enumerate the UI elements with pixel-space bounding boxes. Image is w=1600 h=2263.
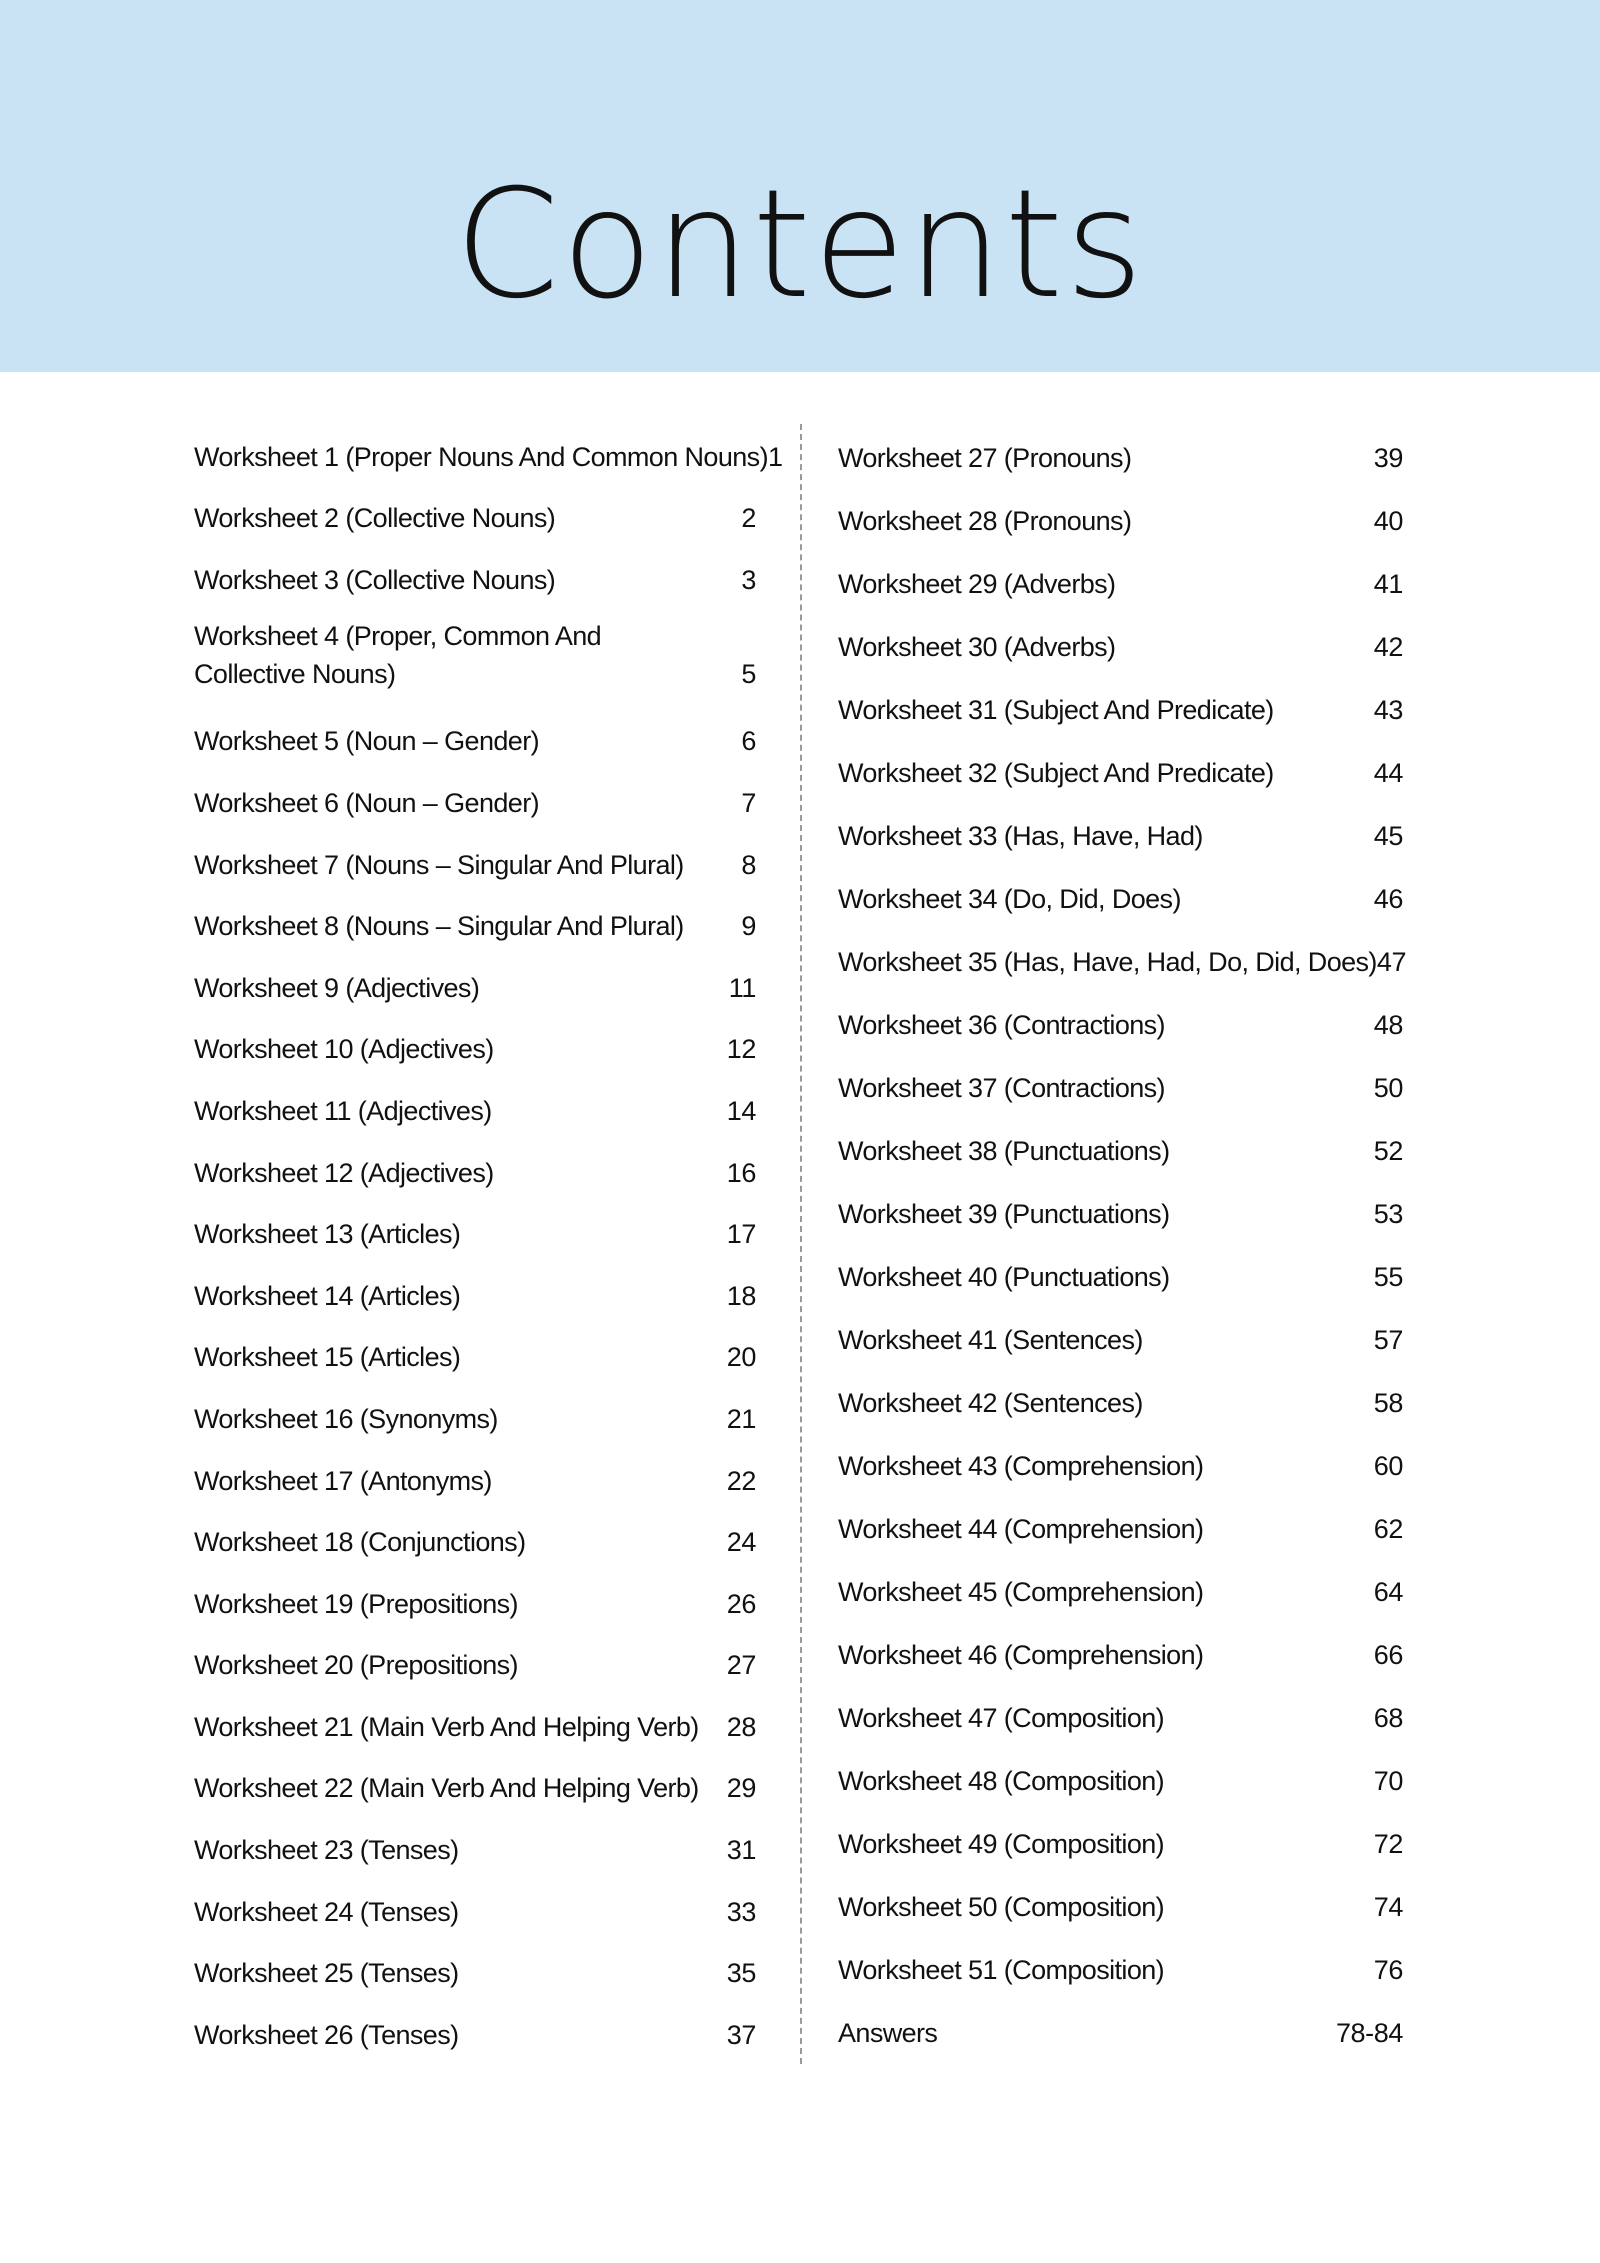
toc-right-column (838, 414, 1407, 2052)
toc-entry-label: Worksheet 12 (Adjectives) (194, 1157, 494, 1188)
toc-entry-label: Worksheet 50 (Composition) (838, 1892, 1165, 1922)
toc-entry[interactable] (838, 1800, 1403, 1863)
toc-entry-label: Worksheet 2 (Collective Nouns) (194, 503, 556, 534)
toc-entry-label: Worksheet 24 (Tenses) (194, 1896, 459, 1927)
toc-entry-page: 39 (1373, 443, 1403, 473)
toc-entry-page: 44 (1373, 758, 1403, 788)
toc-entry[interactable] (194, 414, 783, 476)
toc-entry[interactable] (838, 1044, 1403, 1107)
toc-entry-page: 50 (1373, 1073, 1403, 1103)
toc-entry-page: 27 (726, 1650, 756, 1681)
toc-entry[interactable] (838, 603, 1403, 666)
toc-entry-label: Worksheet 49 (Composition) (838, 1829, 1165, 1859)
toc-entry-page: 14 (726, 1095, 756, 1126)
toc-entry-page: 29 (726, 1773, 756, 1804)
toc-entry[interactable] (194, 1931, 756, 1993)
toc-entry-label: Worksheet 37 (Contractions) (838, 1073, 1165, 1103)
toc-entry-label: Worksheet 22 (Main Verb And Helping Verb) (194, 1773, 699, 1804)
toc-entry-page: 57 (1373, 1325, 1403, 1355)
toc-entry-label: Worksheet 13 (Articles) (194, 1219, 461, 1250)
toc-entry-page: 7 (741, 787, 756, 818)
toc-entry-page: 55 (1373, 1262, 1403, 1292)
toc-entry[interactable] (838, 1422, 1403, 1485)
toc-entry-page: 3 (741, 564, 756, 595)
toc-entry-label: Worksheet 9 (Adjectives) (194, 972, 480, 1003)
toc-entry[interactable] (838, 1863, 1403, 1926)
toc-entry-page: 47 (1376, 947, 1407, 977)
toc-entry[interactable] (194, 1068, 756, 1130)
toc-entry[interactable] (838, 918, 1407, 981)
toc-entry[interactable] (194, 1438, 756, 1500)
toc-entry-label: Worksheet 33 (Has, Have, Had) (838, 821, 1203, 851)
toc-entry-label: Worksheet 7 (Nouns – Singular And Plural) (194, 849, 684, 880)
column-divider (800, 424, 802, 2064)
toc-entry-page: 11 (728, 972, 756, 1003)
toc-entry[interactable] (194, 1500, 756, 1562)
toc-entry[interactable] (838, 1989, 1403, 2052)
toc-entry-label: Worksheet 27 (Pronouns) (838, 443, 1132, 473)
toc-entry-page: 48 (1373, 1010, 1403, 1040)
toc-entry-label: Worksheet 44 (Comprehension) (838, 1514, 1204, 1544)
toc-entry-page: 66 (1373, 1640, 1403, 1670)
toc-entry-label: Worksheet 18 (Conjunctions) (194, 1527, 526, 1558)
toc-entry-page: 42 (1373, 632, 1403, 662)
toc-entry-label: Worksheet 1 (Proper Nouns And Common Nouns) (194, 441, 768, 472)
toc-entry[interactable] (838, 666, 1403, 729)
toc-entry-label: Worksheet 5 (Noun – Gender) (194, 726, 539, 757)
toc-entry[interactable] (194, 537, 756, 599)
toc-entry-page: 37 (726, 2019, 756, 2050)
toc-entry[interactable] (194, 1869, 756, 1931)
toc-entry-label: Worksheet 19 (Prepositions) (194, 1588, 518, 1619)
toc-entry[interactable] (838, 1485, 1403, 1548)
toc-entry[interactable] (194, 1315, 756, 1377)
toc-entry-page: 33 (726, 1896, 756, 1927)
toc-entry-label: Worksheet 31 (Subject And Predicate) (838, 695, 1274, 725)
toc-entry-page: 74 (1373, 1892, 1403, 1922)
toc-entry-label: Worksheet 21 (Main Verb And Helping Verb) (194, 1711, 699, 1742)
toc-entry-page: 53 (1373, 1199, 1403, 1229)
toc-entry-label: Worksheet 32 (Subject And Predicate) (838, 758, 1274, 788)
toc-entry[interactable] (194, 1992, 756, 2054)
toc-entry-page: 68 (1373, 1703, 1403, 1733)
toc-entry-label: Worksheet 25 (Tenses) (194, 1958, 459, 1989)
toc-entry[interactable] (838, 729, 1403, 792)
toc-left-column (194, 414, 783, 2054)
toc-entry-label: Worksheet 42 (Sentences) (838, 1388, 1143, 1418)
toc-entry[interactable] (838, 414, 1403, 477)
toc-entry[interactable] (194, 1746, 756, 1808)
toc-entry-page: 6 (741, 726, 756, 757)
toc-entry-page: 58 (1373, 1388, 1403, 1418)
toc-entry-page: 17 (726, 1219, 756, 1250)
toc-entry-page: 72 (1373, 1829, 1403, 1859)
toc-entry-page: 62 (1373, 1514, 1403, 1544)
toc-entry-label: Worksheet 38 (Punctuations) (838, 1136, 1170, 1166)
toc-entry-page: 2 (741, 503, 756, 534)
toc-entry-page: 41 (1373, 569, 1403, 599)
toc-entry-page: 43 (1373, 695, 1403, 725)
toc-entry-page: 45 (1373, 821, 1403, 851)
toc-entry[interactable] (194, 1623, 756, 1685)
toc-entry[interactable] (838, 1107, 1403, 1170)
toc-entry-page: 64 (1373, 1577, 1403, 1607)
toc-entry[interactable] (838, 1674, 1403, 1737)
toc-entry-label: Worksheet 11 (Adjectives) (194, 1095, 492, 1126)
toc-entry-label: Worksheet 23 (Tenses) (194, 1835, 459, 1866)
toc-entry[interactable] (194, 1561, 756, 1623)
toc-entry[interactable] (838, 1548, 1403, 1611)
toc-entry-label: Worksheet 16 (Synonyms) (194, 1403, 498, 1434)
toc-entry[interactable] (194, 1007, 756, 1069)
toc-entry[interactable] (838, 1170, 1403, 1233)
toc-entry-page: 22 (726, 1465, 756, 1496)
toc-entry-page: 5 (741, 658, 756, 689)
toc-entry[interactable] (194, 1807, 756, 1869)
toc-entry-label: Worksheet 30 (Adverbs) (838, 632, 1116, 662)
toc-entry-label: Answers (838, 2018, 938, 2048)
toc-entry-label: Worksheet 14 (Articles) (194, 1280, 461, 1311)
toc-entry-page: 46 (1373, 884, 1403, 914)
toc-entry[interactable] (838, 981, 1403, 1044)
toc-entry-page: 16 (726, 1157, 756, 1188)
toc-entry-page: 52 (1373, 1136, 1403, 1166)
toc-entry-label: Worksheet 39 (Punctuations) (838, 1199, 1170, 1229)
toc-entry-label: Worksheet 35 (Has, Have, Had, Do, Did, Does) (838, 947, 1377, 977)
toc-entry[interactable] (194, 822, 756, 884)
toc-entry[interactable] (838, 1233, 1403, 1296)
toc-entry-page: 70 (1373, 1766, 1403, 1796)
toc-entry-label: Worksheet 51 (Composition) (838, 1955, 1165, 1985)
toc-entry-label: Worksheet 3 (Collective Nouns) (194, 564, 556, 595)
toc-entry-page: 26 (726, 1588, 756, 1619)
toc-entry-page: 9 (741, 911, 756, 942)
toc-entry-page: 12 (726, 1034, 756, 1065)
toc-entry[interactable] (194, 1684, 756, 1746)
toc-entry-label: Worksheet 28 (Pronouns) (838, 506, 1132, 536)
toc-entry[interactable] (194, 945, 756, 1007)
toc-entry[interactable] (838, 1296, 1403, 1359)
toc-entry-label: Worksheet 45 (Comprehension) (838, 1577, 1204, 1607)
toc-entry-page: 76 (1373, 1955, 1403, 1985)
toc-entry[interactable] (194, 1192, 756, 1254)
toc-entry[interactable] (838, 1737, 1403, 1800)
toc-entry[interactable] (838, 477, 1403, 540)
toc-entry[interactable] (194, 599, 756, 699)
toc-entry[interactable] (194, 476, 756, 538)
toc-entry-label: Worksheet 15 (Articles) (194, 1342, 461, 1373)
toc-entry[interactable] (838, 1611, 1403, 1674)
toc-entry-page: 40 (1373, 506, 1403, 536)
toc-entry-page: 35 (726, 1958, 756, 1989)
toc-entry-page: 31 (726, 1835, 756, 1866)
toc-entry[interactable] (194, 1376, 756, 1438)
toc-entry[interactable] (194, 1130, 756, 1192)
toc-entry[interactable] (194, 884, 756, 946)
toc-entry-label: Worksheet 48 (Composition) (838, 1766, 1165, 1796)
toc-entry-label: Worksheet 40 (Punctuations) (838, 1262, 1170, 1292)
toc-entry-label: Worksheet 10 (Adjectives) (194, 1034, 494, 1065)
toc-entry-page: 18 (726, 1280, 756, 1311)
toc-entry-page: 78-84 (1335, 2018, 1403, 2048)
toc-entry-label: Worksheet 47 (Composition) (838, 1703, 1165, 1733)
toc-entry-label: Worksheet 20 (Prepositions) (194, 1650, 518, 1681)
toc-entry[interactable] (838, 1926, 1403, 1989)
toc-entry-label: Worksheet 6 (Noun – Gender) (194, 787, 539, 818)
toc-entry-page: 21 (726, 1403, 756, 1434)
toc-entry[interactable] (838, 1359, 1403, 1422)
toc-entry-label: Worksheet 41 (Sentences) (838, 1325, 1143, 1355)
toc-entry-page: 28 (726, 1711, 756, 1742)
toc-entry[interactable] (194, 1253, 756, 1315)
toc-entry[interactable] (838, 540, 1403, 603)
toc-entry-page: 60 (1373, 1451, 1403, 1481)
toc-entry[interactable] (838, 792, 1403, 855)
toc-entry-page: 24 (726, 1527, 756, 1558)
toc-entry-label: Worksheet 43 (Comprehension) (838, 1451, 1204, 1481)
toc-entry[interactable] (194, 699, 756, 761)
toc-entry[interactable] (194, 760, 756, 822)
toc-entry-page: 1 (767, 441, 783, 472)
toc-entry-label: Worksheet 8 (Nouns – Singular And Plural) (194, 911, 684, 942)
page-title: Contents (454, 158, 1146, 332)
toc-entry-page: 20 (726, 1342, 756, 1373)
toc-entry-label: Worksheet 46 (Comprehension) (838, 1640, 1204, 1670)
toc-entry-label: Worksheet 34 (Do, Did, Does) (838, 884, 1181, 914)
toc-entry-page: 8 (741, 849, 756, 880)
toc-entry-label: Worksheet 4 (Proper, Common And Collective Nouns) (194, 620, 602, 689)
toc-entry[interactable] (838, 855, 1403, 918)
toc-entry-label: Worksheet 29 (Adverbs) (838, 569, 1116, 599)
toc-entry-label: Worksheet 36 (Contractions) (838, 1010, 1165, 1040)
toc-entry-label: Worksheet 26 (Tenses) (194, 2019, 459, 2050)
toc-entry-label: Worksheet 17 (Antonyms) (194, 1465, 492, 1496)
